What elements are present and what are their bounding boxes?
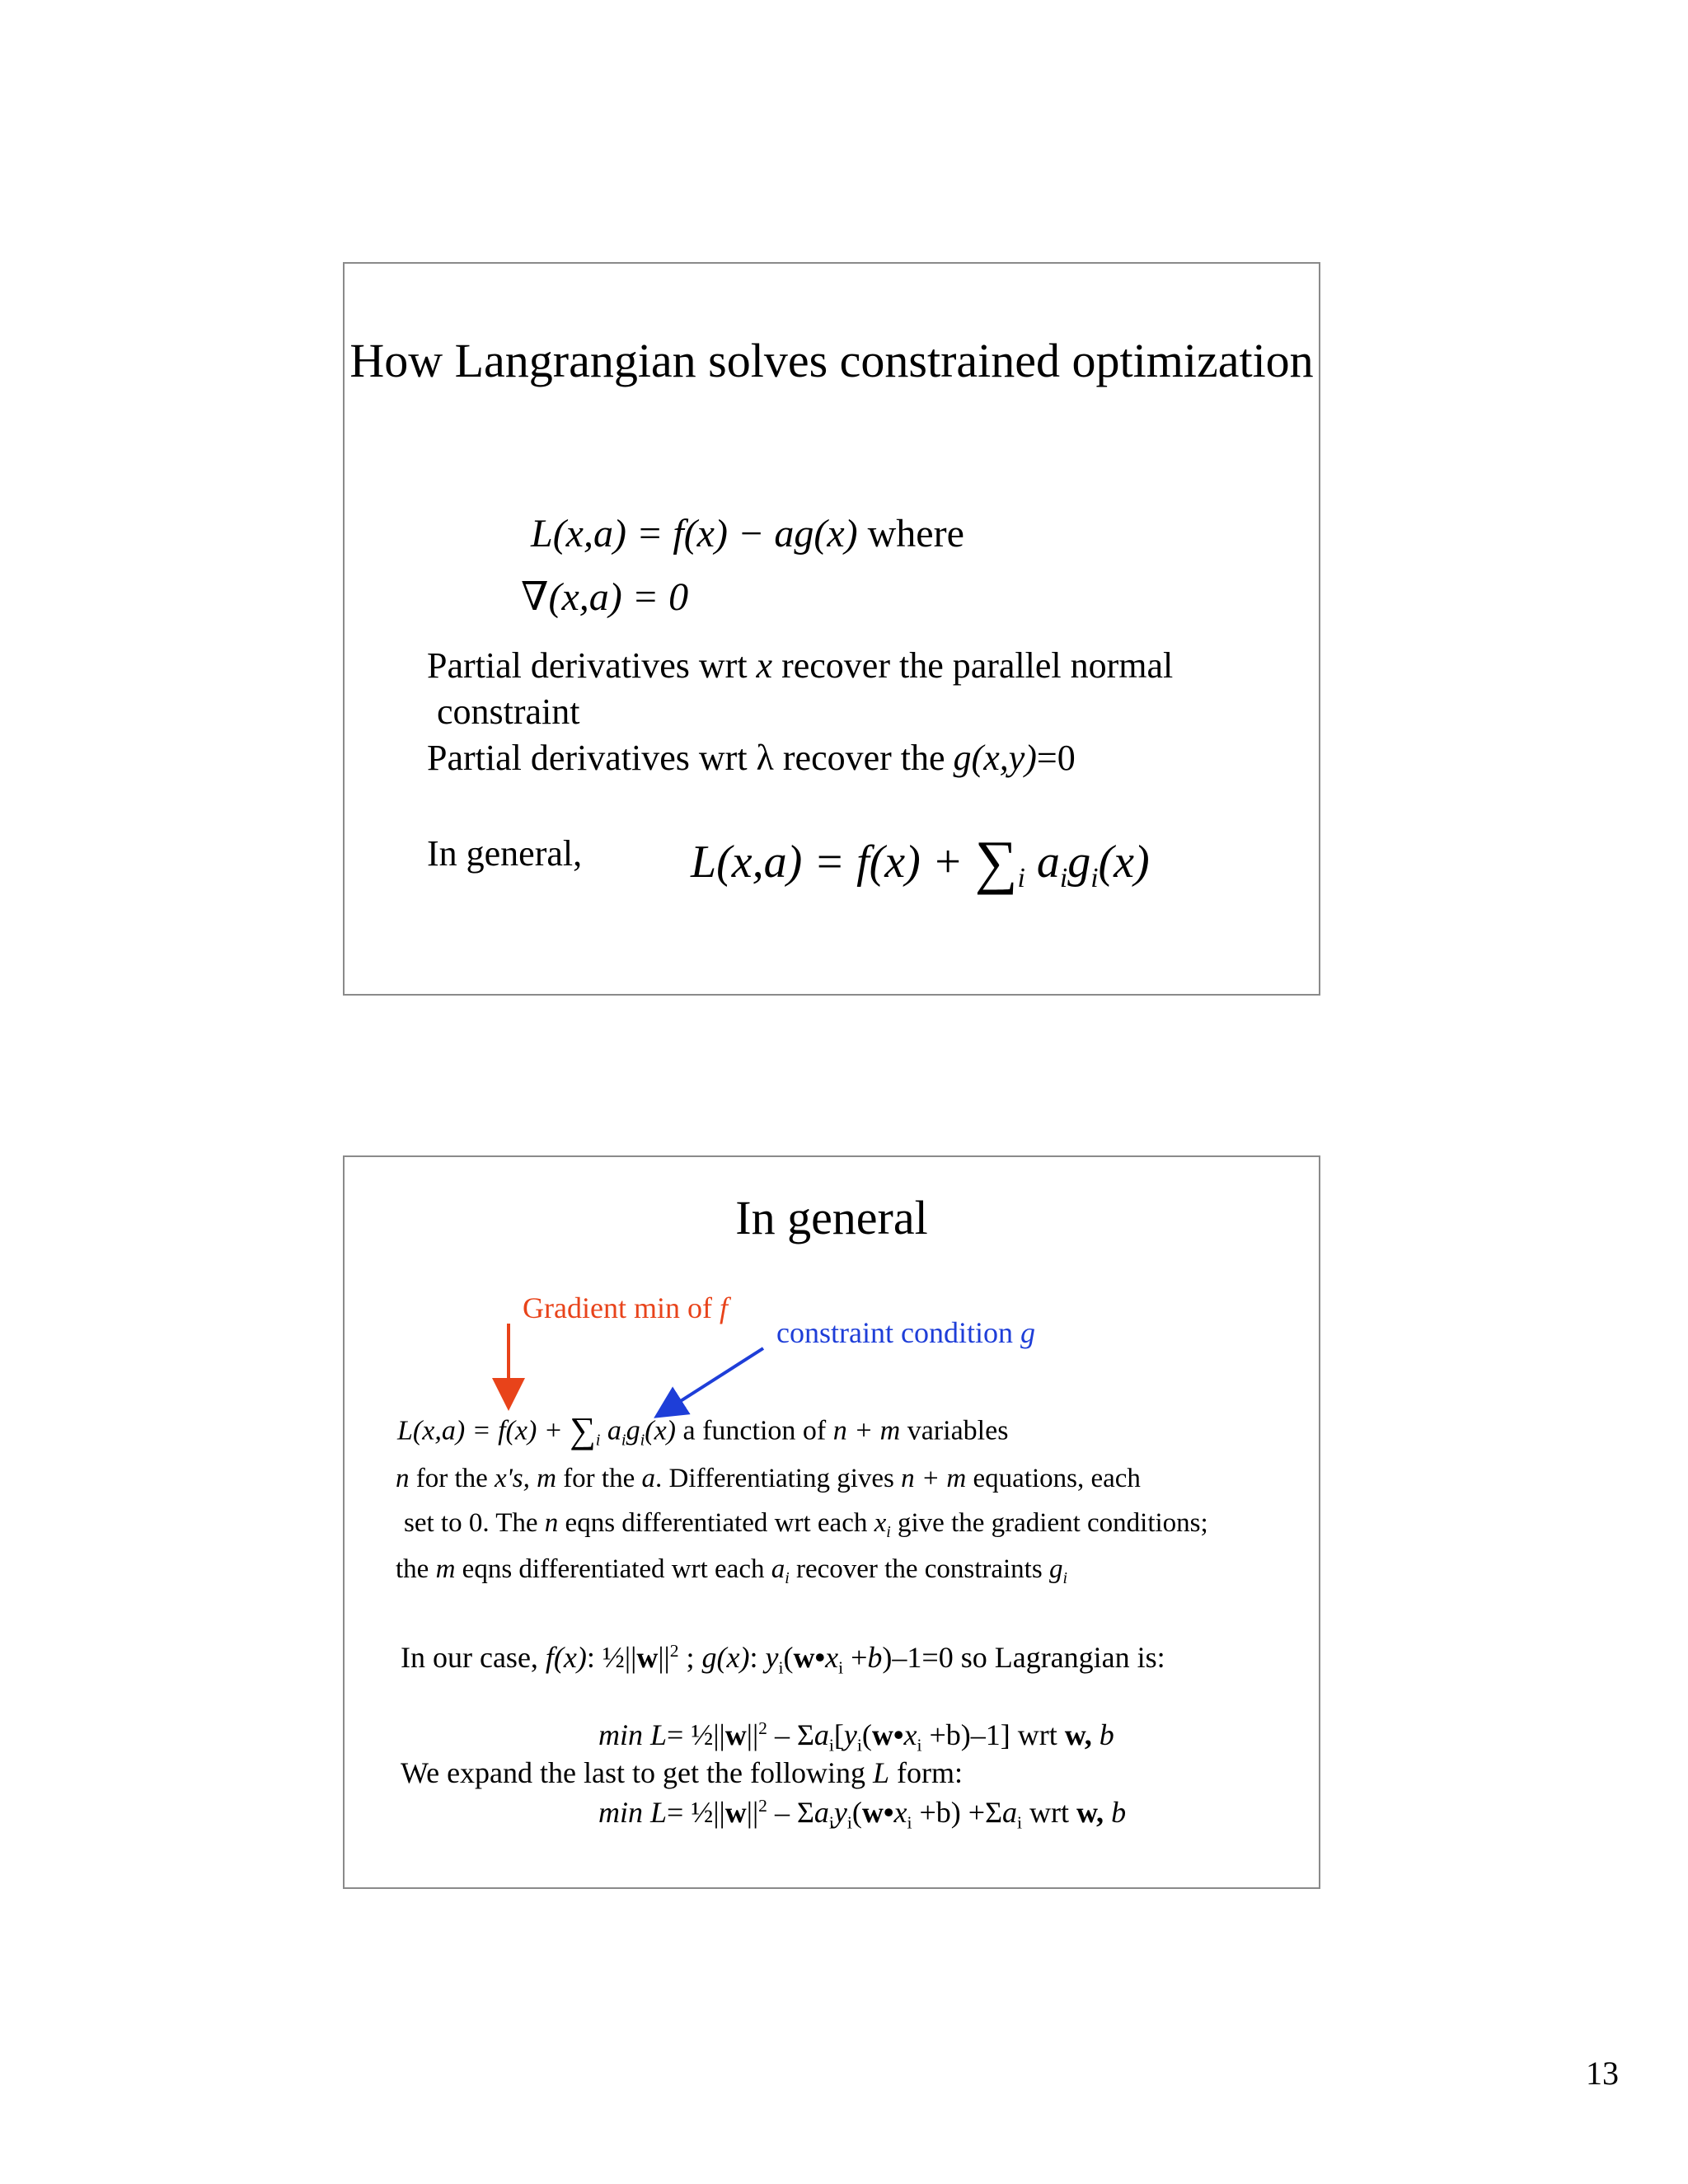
text: equations, each bbox=[973, 1464, 1141, 1493]
squared: 2 bbox=[758, 1796, 767, 1816]
a-index: i bbox=[1017, 1812, 1023, 1833]
text: – Σ bbox=[767, 1718, 814, 1751]
lagrangian-eq-text: L(x,a) = f(x) − ag(x) bbox=[531, 512, 858, 555]
text: We expand the last to get the following bbox=[401, 1756, 865, 1789]
general-lagrangian-equation bbox=[691, 827, 1150, 897]
min-equation-2 bbox=[598, 1795, 1127, 1833]
sum-index: i bbox=[595, 1431, 601, 1450]
gradient-equation bbox=[521, 574, 688, 620]
where-label: where bbox=[867, 512, 964, 555]
y-var: y bbox=[765, 1641, 779, 1674]
a-index: i bbox=[828, 1735, 834, 1755]
text: eqns differentiated wrt each bbox=[462, 1554, 765, 1584]
partial-x-line-2: constraint bbox=[437, 691, 580, 732]
text: = ½|| bbox=[667, 1718, 725, 1751]
a-var: a bbox=[641, 1464, 655, 1493]
x-var: x bbox=[893, 1796, 907, 1829]
min-l: min L bbox=[598, 1796, 668, 1829]
squared: 2 bbox=[669, 1641, 679, 1661]
w-dot: w• bbox=[861, 1796, 894, 1829]
slide-2 bbox=[343, 1155, 1320, 1889]
x-index: i bbox=[917, 1735, 922, 1755]
text: for the bbox=[563, 1464, 635, 1493]
x-var: x bbox=[825, 1641, 839, 1674]
text: || bbox=[658, 1641, 670, 1674]
partial-x-line-1 bbox=[427, 644, 1173, 687]
lagrangian-equation bbox=[531, 511, 964, 556]
sum-symbol: ∑ bbox=[570, 1410, 596, 1451]
text: ( bbox=[861, 1718, 872, 1751]
y-index: i bbox=[778, 1657, 784, 1678]
text: ( bbox=[783, 1641, 794, 1674]
partial-x-text: Partial derivatives wrt bbox=[427, 645, 748, 686]
g-var: g bbox=[1048, 1554, 1063, 1584]
slide-1 bbox=[343, 262, 1320, 996]
slide-2-title: In general bbox=[735, 1191, 928, 1244]
text: : bbox=[749, 1641, 758, 1674]
sum-symbol: ∑ bbox=[974, 828, 1018, 895]
n-plus-m: n + m bbox=[901, 1464, 967, 1493]
a-var: a bbox=[1036, 837, 1060, 888]
w-vector: w bbox=[636, 1641, 659, 1674]
text: : ½|| bbox=[586, 1641, 637, 1674]
m-var: m bbox=[537, 1464, 556, 1493]
in-general-label: In general, bbox=[427, 833, 583, 874]
w-vector: w bbox=[724, 1796, 747, 1829]
body-line-3 bbox=[404, 1508, 1208, 1539]
partial-x-var: x bbox=[756, 645, 773, 686]
text: set to 0. The bbox=[404, 1508, 538, 1538]
a-index: i bbox=[785, 1568, 790, 1587]
body-line-2 bbox=[396, 1464, 1141, 1494]
eq-arg: (x) bbox=[645, 1415, 676, 1446]
text: wrt bbox=[1029, 1796, 1070, 1829]
b-var: b bbox=[1111, 1796, 1127, 1829]
partial-lambda-line bbox=[427, 737, 1076, 779]
equals-zero: =0 bbox=[1036, 738, 1076, 778]
x-index: i bbox=[886, 1522, 891, 1541]
xs-var: x's, bbox=[495, 1464, 530, 1493]
text: eqns differentiated wrt each bbox=[565, 1508, 868, 1538]
n-plus-m: n + m bbox=[832, 1415, 901, 1446]
body-line-4 bbox=[396, 1554, 1067, 1585]
text: + bbox=[851, 1641, 868, 1674]
min-l: min L bbox=[598, 1718, 668, 1751]
a-var: a bbox=[607, 1415, 621, 1446]
g-index: i bbox=[1090, 862, 1099, 893]
g-of-x: g(x) bbox=[701, 1641, 750, 1674]
w-vector: w, bbox=[1064, 1718, 1092, 1751]
g-index: i bbox=[640, 1431, 645, 1450]
text: || bbox=[746, 1718, 759, 1751]
g-args: (x,y) bbox=[971, 738, 1037, 778]
constraint-annotation-text: constraint condition bbox=[776, 1316, 1013, 1349]
text: the bbox=[396, 1554, 429, 1584]
text: || bbox=[746, 1796, 759, 1829]
l-var: L bbox=[872, 1756, 889, 1789]
general-eq-lhs: L(x,a) = f(x) + bbox=[691, 837, 964, 888]
sum-index: i bbox=[1017, 862, 1025, 893]
text: )–1=0 so Lagrangian is: bbox=[882, 1641, 1165, 1674]
w-dot: w• bbox=[871, 1718, 904, 1751]
gradient-annotation-text: Gradient min of bbox=[523, 1291, 712, 1324]
a-index: i bbox=[1059, 862, 1068, 893]
text: recover the constraints bbox=[795, 1554, 1043, 1584]
y-var: y bbox=[843, 1718, 857, 1751]
text: +b)–1] wrt bbox=[929, 1718, 1057, 1751]
text: – Σ bbox=[767, 1796, 814, 1829]
eq-lhs: L(x,a) = f(x) + bbox=[397, 1415, 563, 1446]
a-var: a bbox=[1002, 1796, 1018, 1829]
w-dot: w• bbox=[793, 1641, 826, 1674]
text: for the bbox=[415, 1464, 488, 1493]
n-var: n bbox=[544, 1508, 559, 1538]
g-var: g bbox=[953, 738, 972, 778]
x-var: x bbox=[903, 1718, 917, 1751]
slide-1-title: How Langrangian solves constrained optimization bbox=[349, 334, 1314, 387]
m-var: m bbox=[435, 1554, 456, 1584]
a-index: i bbox=[621, 1431, 626, 1450]
g-index: i bbox=[1062, 1568, 1067, 1587]
a-var: a bbox=[814, 1718, 829, 1751]
constraint-annotation-var: g bbox=[1020, 1316, 1035, 1349]
x-index: i bbox=[838, 1657, 844, 1678]
eq-tail-text: a function of bbox=[682, 1415, 827, 1446]
text: +b) +Σ bbox=[919, 1796, 1003, 1829]
expand-line bbox=[401, 1755, 963, 1790]
b-var: b bbox=[1099, 1718, 1114, 1751]
f-of-x: f(x) bbox=[545, 1641, 587, 1674]
general-eq-arg: (x) bbox=[1098, 837, 1150, 888]
a-var: a bbox=[814, 1796, 829, 1829]
a-var: a bbox=[771, 1554, 785, 1584]
y-index: i bbox=[856, 1735, 862, 1755]
lambda-symbol: λ bbox=[756, 738, 774, 778]
w-vector: w, bbox=[1076, 1796, 1104, 1829]
b-var: b bbox=[867, 1641, 883, 1674]
text: = ½|| bbox=[667, 1796, 725, 1829]
text: ( bbox=[851, 1796, 862, 1829]
w-vector: w bbox=[724, 1718, 747, 1751]
g-var-general: g bbox=[1067, 837, 1091, 888]
text: give the gradient conditions; bbox=[898, 1508, 1208, 1538]
gradient-eq-text: ∇(x,a) = 0 bbox=[521, 575, 689, 619]
text: form: bbox=[897, 1756, 963, 1789]
min-equation-1 bbox=[598, 1718, 1114, 1755]
y-var: y bbox=[833, 1796, 847, 1829]
constraint-arrow bbox=[668, 1348, 763, 1409]
a-index: i bbox=[828, 1812, 834, 1833]
gradient-annotation-var: f bbox=[719, 1291, 728, 1324]
text: In our case, bbox=[401, 1641, 538, 1674]
our-case-line bbox=[401, 1640, 1165, 1678]
partial-lambda-text-b: recover the bbox=[782, 738, 945, 778]
n-var: n bbox=[396, 1464, 410, 1493]
g-var: g bbox=[626, 1415, 640, 1446]
text: . Differentiating gives bbox=[654, 1464, 894, 1493]
partial-lambda-text: Partial derivatives wrt bbox=[427, 738, 748, 778]
squared: 2 bbox=[758, 1718, 767, 1739]
page-number: 13 bbox=[1586, 2055, 1619, 2092]
x-index: i bbox=[907, 1812, 912, 1833]
y-index: i bbox=[846, 1812, 852, 1833]
text: [ bbox=[833, 1718, 844, 1751]
partial-x-text-b: recover the parallel normal bbox=[781, 645, 1174, 686]
text: ; bbox=[686, 1641, 702, 1674]
eq-tail-variables: variables bbox=[907, 1415, 1009, 1446]
general-equation-line bbox=[397, 1409, 1008, 1451]
x-var: x bbox=[874, 1508, 887, 1538]
